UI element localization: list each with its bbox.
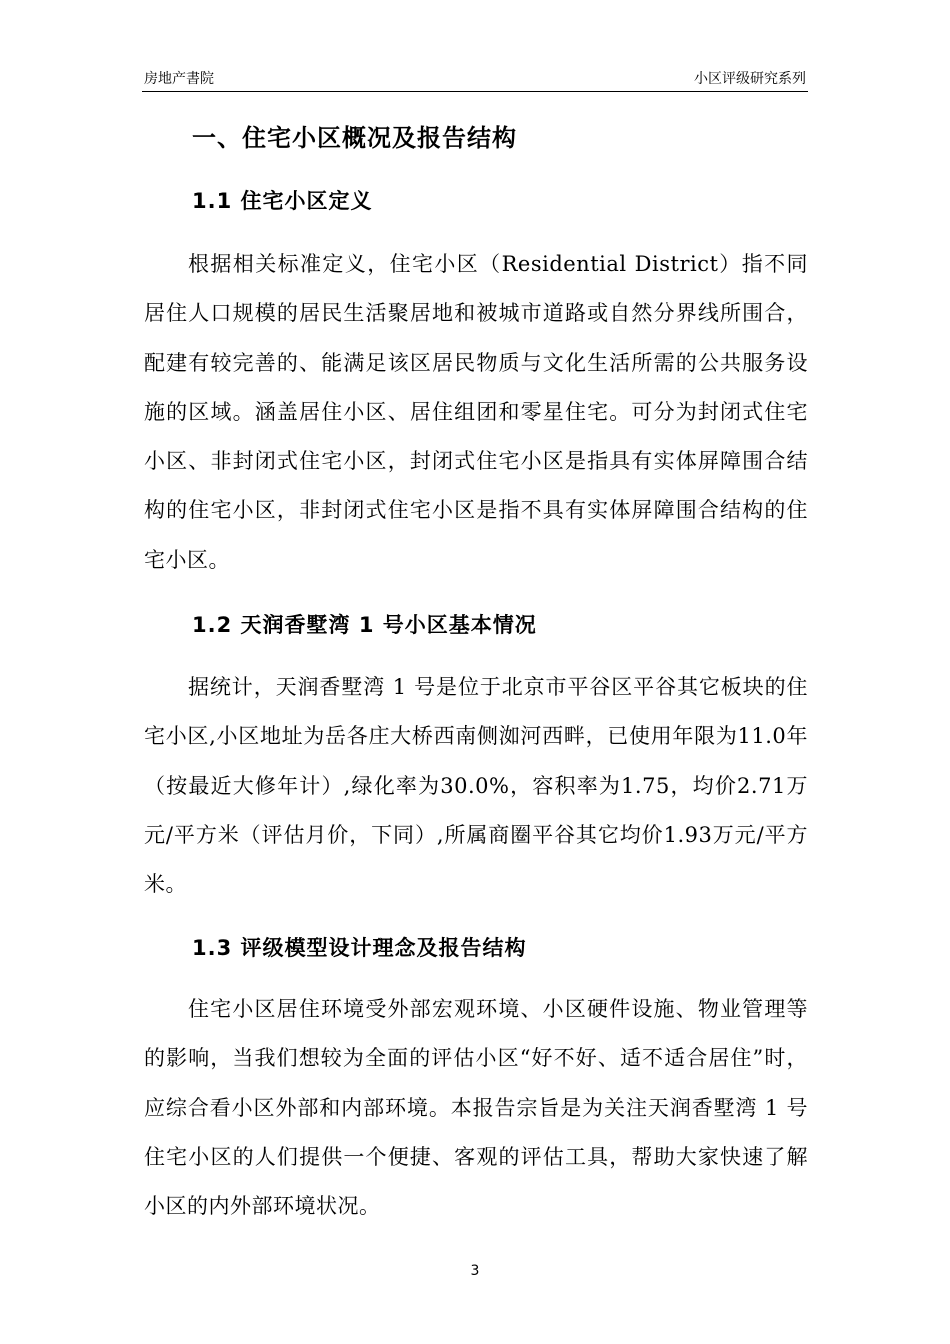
paragraph-model-design: 住宅小区居住环境受外部宏观环境、小区硬件设施、物业管理等的影响，当我们想较为全面的评估小区“好不好、适不适合居住”时，应综合看小区外部和内部环境。本报告宗旨是为关注天润香墅湾 1 号住宅小区的人们提供一个便捷、客观的评估工具，帮助大家快速了解小区的内外部环境状况。 [144, 997, 808, 1219]
header-rule [142, 91, 808, 92]
page-number: 3 [470, 1263, 480, 1279]
section-title: 一、住宅小区概况及报告结构 [192, 124, 517, 152]
header-series: 小区评级研究系列 [694, 71, 806, 87]
subsection-heading-1-1: 1.1 住宅小区定义 [192, 189, 373, 213]
subsection-heading-1-3: 1.3 评级模型设计理念及报告结构 [192, 936, 527, 960]
paragraph-definition: 根据相关标准定义，住宅小区（Residential District）指不同居住人口规模的居民生活聚居地和被城市道路或自然分界线所围合，配建有较完善的、能满足该区居民物质与文化生活所需的公共服务设施的区域。涵盖居住小区、居住组团和零星住宅。可分为封闭式住宅小区、非封闭式住宅小区，封闭式住宅小区是指具有实体屏障围合结构的住宅小区，非封闭式住宅小区是指不具有实体屏障围合结构的住宅小区。 [144, 252, 808, 572]
subsection-heading-1-2: 1.2 天润香墅湾 1 号小区基本情况 [192, 613, 537, 637]
paragraph-basic-info: 据统计，天润香墅湾 1 号是位于北京市平谷区平谷其它板块的住宅小区,小区地址为岳各庄大桥西南侧洳河西畔，已使用年限为11.0年（按最近大修年计）,绿化率为30.0%，容积率为1.75，均价2.71万元/平方米（评估月价，下同）,所属商圈平谷其它均价1.93万元/平方米。 [144, 675, 808, 897]
header-publisher: 房地产書院 [144, 71, 214, 87]
